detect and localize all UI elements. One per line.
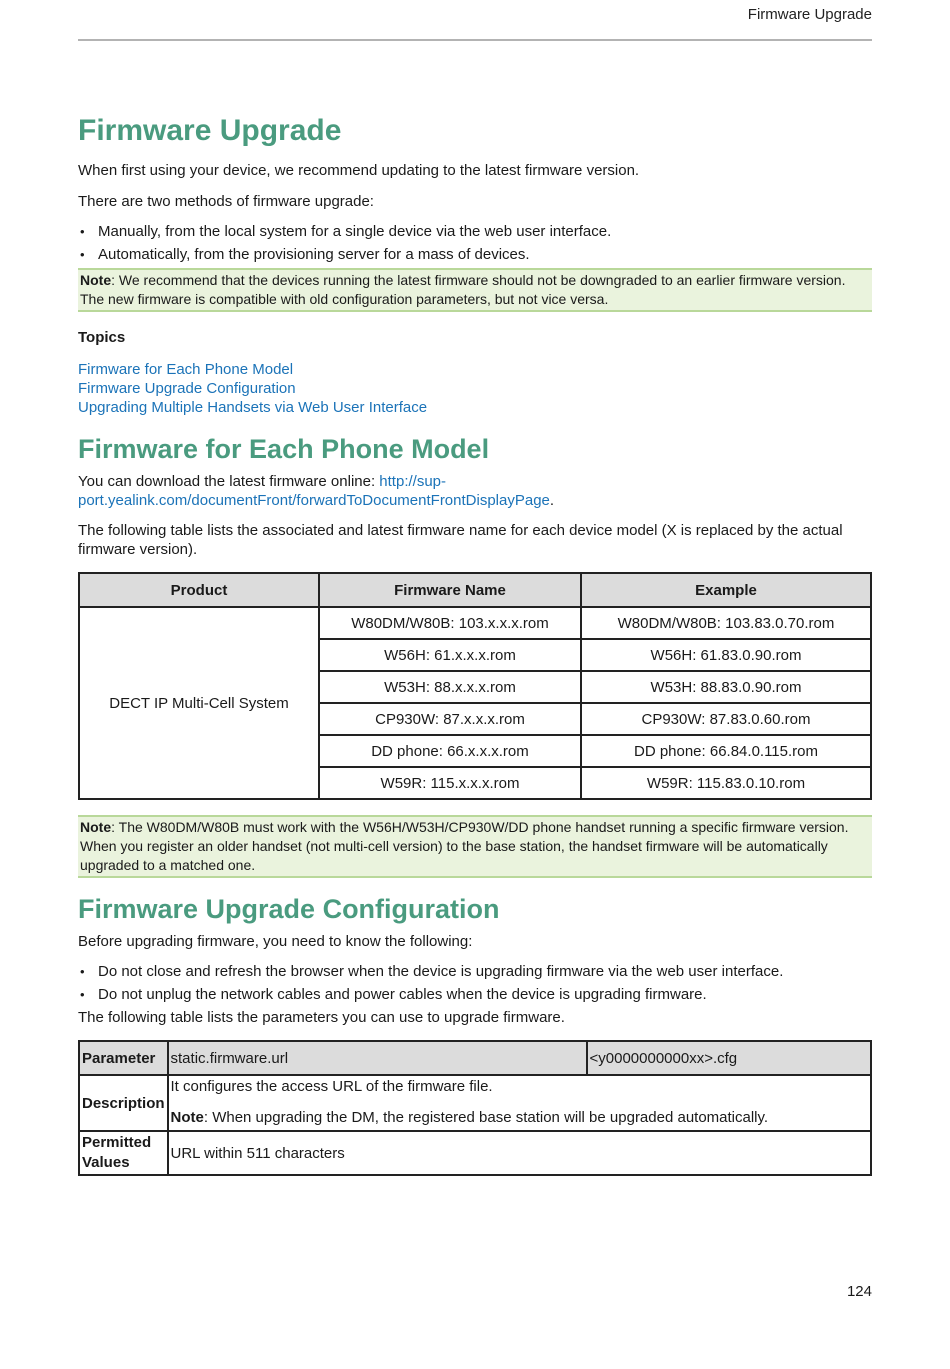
example-cell: W80DM/W80B: 103.83.0.70.rom (581, 607, 871, 639)
section-heading-firmware-upgrade-config: Firmware Upgrade Configuration (78, 894, 500, 924)
column-header-product: Product (79, 573, 319, 607)
download-link-line2: port.yealink.com/documentFront/forwardToDocumentFrontDisplayPage (78, 492, 550, 509)
example-cell: W53H: 88.83.0.90.rom (581, 671, 871, 703)
parameter-table (78, 1040, 872, 1176)
parameter-file: <y0000000000xx>.cfg (587, 1041, 871, 1075)
download-link-line1: http://sup- (379, 473, 446, 490)
note-text: : The W80DM/W80B must work with the W56H/W53H/CP930W/DD phone handset running a specific firmware version. When you register an older handset (not multi-cell version) to the base station, the handset firmware will be automatically upgraded to a matched one. (80, 819, 849, 873)
firmware-name-cell: W53H: 88.x.x.x.rom (319, 671, 581, 703)
example-cell: W59R: 115.83.0.10.rom (581, 767, 871, 799)
section-heading-firmware-each-model: Firmware for Each Phone Model (78, 434, 490, 464)
permitted-label-line1: Permitted (82, 1134, 152, 1151)
example-cell: CP930W: 87.83.0.60.rom (581, 703, 871, 735)
list-item: • Do not close and refresh the browser when the device is upgrading firmware via the web user interface. (78, 960, 872, 983)
description-label: Description (79, 1075, 168, 1131)
table-row (79, 607, 871, 639)
running-header: Firmware Upgrade (747, 6, 872, 23)
config-intro: Before upgrading firmware, you need to know the following: (78, 933, 473, 950)
parameter-value: static.firmware.url (168, 1041, 587, 1075)
firmware-name-cell: W59R: 115.x.x.x.rom (319, 767, 581, 799)
download-paragraph (78, 472, 872, 510)
example-cell: W56H: 61.83.0.90.rom (581, 639, 871, 671)
product-cell: DECT IP Multi-Cell System (79, 607, 319, 799)
page-number: 124 (846, 1283, 872, 1300)
config-list (78, 960, 872, 1006)
firmware-name-cell: CP930W: 87.x.x.x.rom (319, 703, 581, 735)
firmware-name-cell: W80DM/W80B: 103.x.x.x.rom (319, 607, 581, 639)
methods-list (78, 220, 872, 266)
topic-link-firmware-each-model[interactable]: Firmware for Each Phone Model (78, 361, 294, 378)
methods-intro: There are two methods of firmware upgrade: (78, 193, 374, 210)
parameter-label: Parameter (79, 1041, 168, 1075)
firmware-name-cell: DD phone: 66.x.x.x.rom (319, 735, 581, 767)
example-cell: DD phone: 66.84.0.115.rom (581, 735, 871, 767)
topic-link-upgrading-handsets[interactable]: Upgrading Multiple Handsets via Web User Interface (78, 399, 428, 416)
permitted-values-label (79, 1131, 168, 1175)
list-item: • Manually, from the local system for a single device via the web user interface. (78, 220, 872, 243)
table-intro: The following table lists the associated and latest firmware name for each device model (X is replaced by the actual firmware version). (78, 522, 843, 558)
download-text: You can download the latest firmware online: (78, 473, 380, 490)
column-header-firmware-name: Firmware Name (319, 573, 581, 607)
note-box (78, 815, 872, 878)
table-row (79, 1041, 871, 1075)
description-text: It configures the access URL of the firmware file. (170, 1078, 493, 1095)
permitted-values-cell: URL within 511 characters (168, 1131, 871, 1175)
topic-link-firmware-upgrade-config[interactable]: Firmware Upgrade Configuration (78, 380, 296, 397)
permitted-label-line2: Values (82, 1154, 130, 1171)
firmware-table (78, 572, 872, 800)
table-row (79, 1075, 871, 1131)
header-divider (78, 39, 872, 41)
topics-links (78, 360, 427, 417)
intro-paragraph: When first using your device, we recommend updating to the latest firmware version. (78, 162, 640, 179)
firmware-name-cell: W56H: 61.x.x.x.rom (319, 639, 581, 671)
description-note (171, 1108, 868, 1127)
table-header-row (79, 573, 871, 607)
download-end: . (549, 492, 555, 509)
topics-heading: Topics (78, 329, 126, 346)
note-text: : When upgrading the DM, the registered base station will be upgraded automatically. (203, 1109, 769, 1126)
note-text: : We recommend that the devices running the latest firmware should not be downgraded to an earlier firmware version. The new firmware is compatible with old configuration parameters, but not vice versa. (80, 272, 846, 307)
note-label: Note (80, 819, 112, 835)
note-label: Note (170, 1109, 204, 1126)
note-label: Note (80, 272, 112, 288)
param-table-intro: The following table lists the parameters you can use to upgrade firmware. (78, 1009, 565, 1026)
table-row (79, 1131, 871, 1175)
column-header-example: Example (581, 573, 871, 607)
page-title: Firmware Upgrade (78, 114, 342, 147)
list-item: • Do not unplug the network cables and power cables when the device is upgrading firmware. (78, 983, 872, 1006)
description-cell (168, 1075, 871, 1131)
note-box (78, 268, 872, 312)
list-item: • Automatically, from the provisioning server for a mass of devices. (78, 243, 872, 266)
